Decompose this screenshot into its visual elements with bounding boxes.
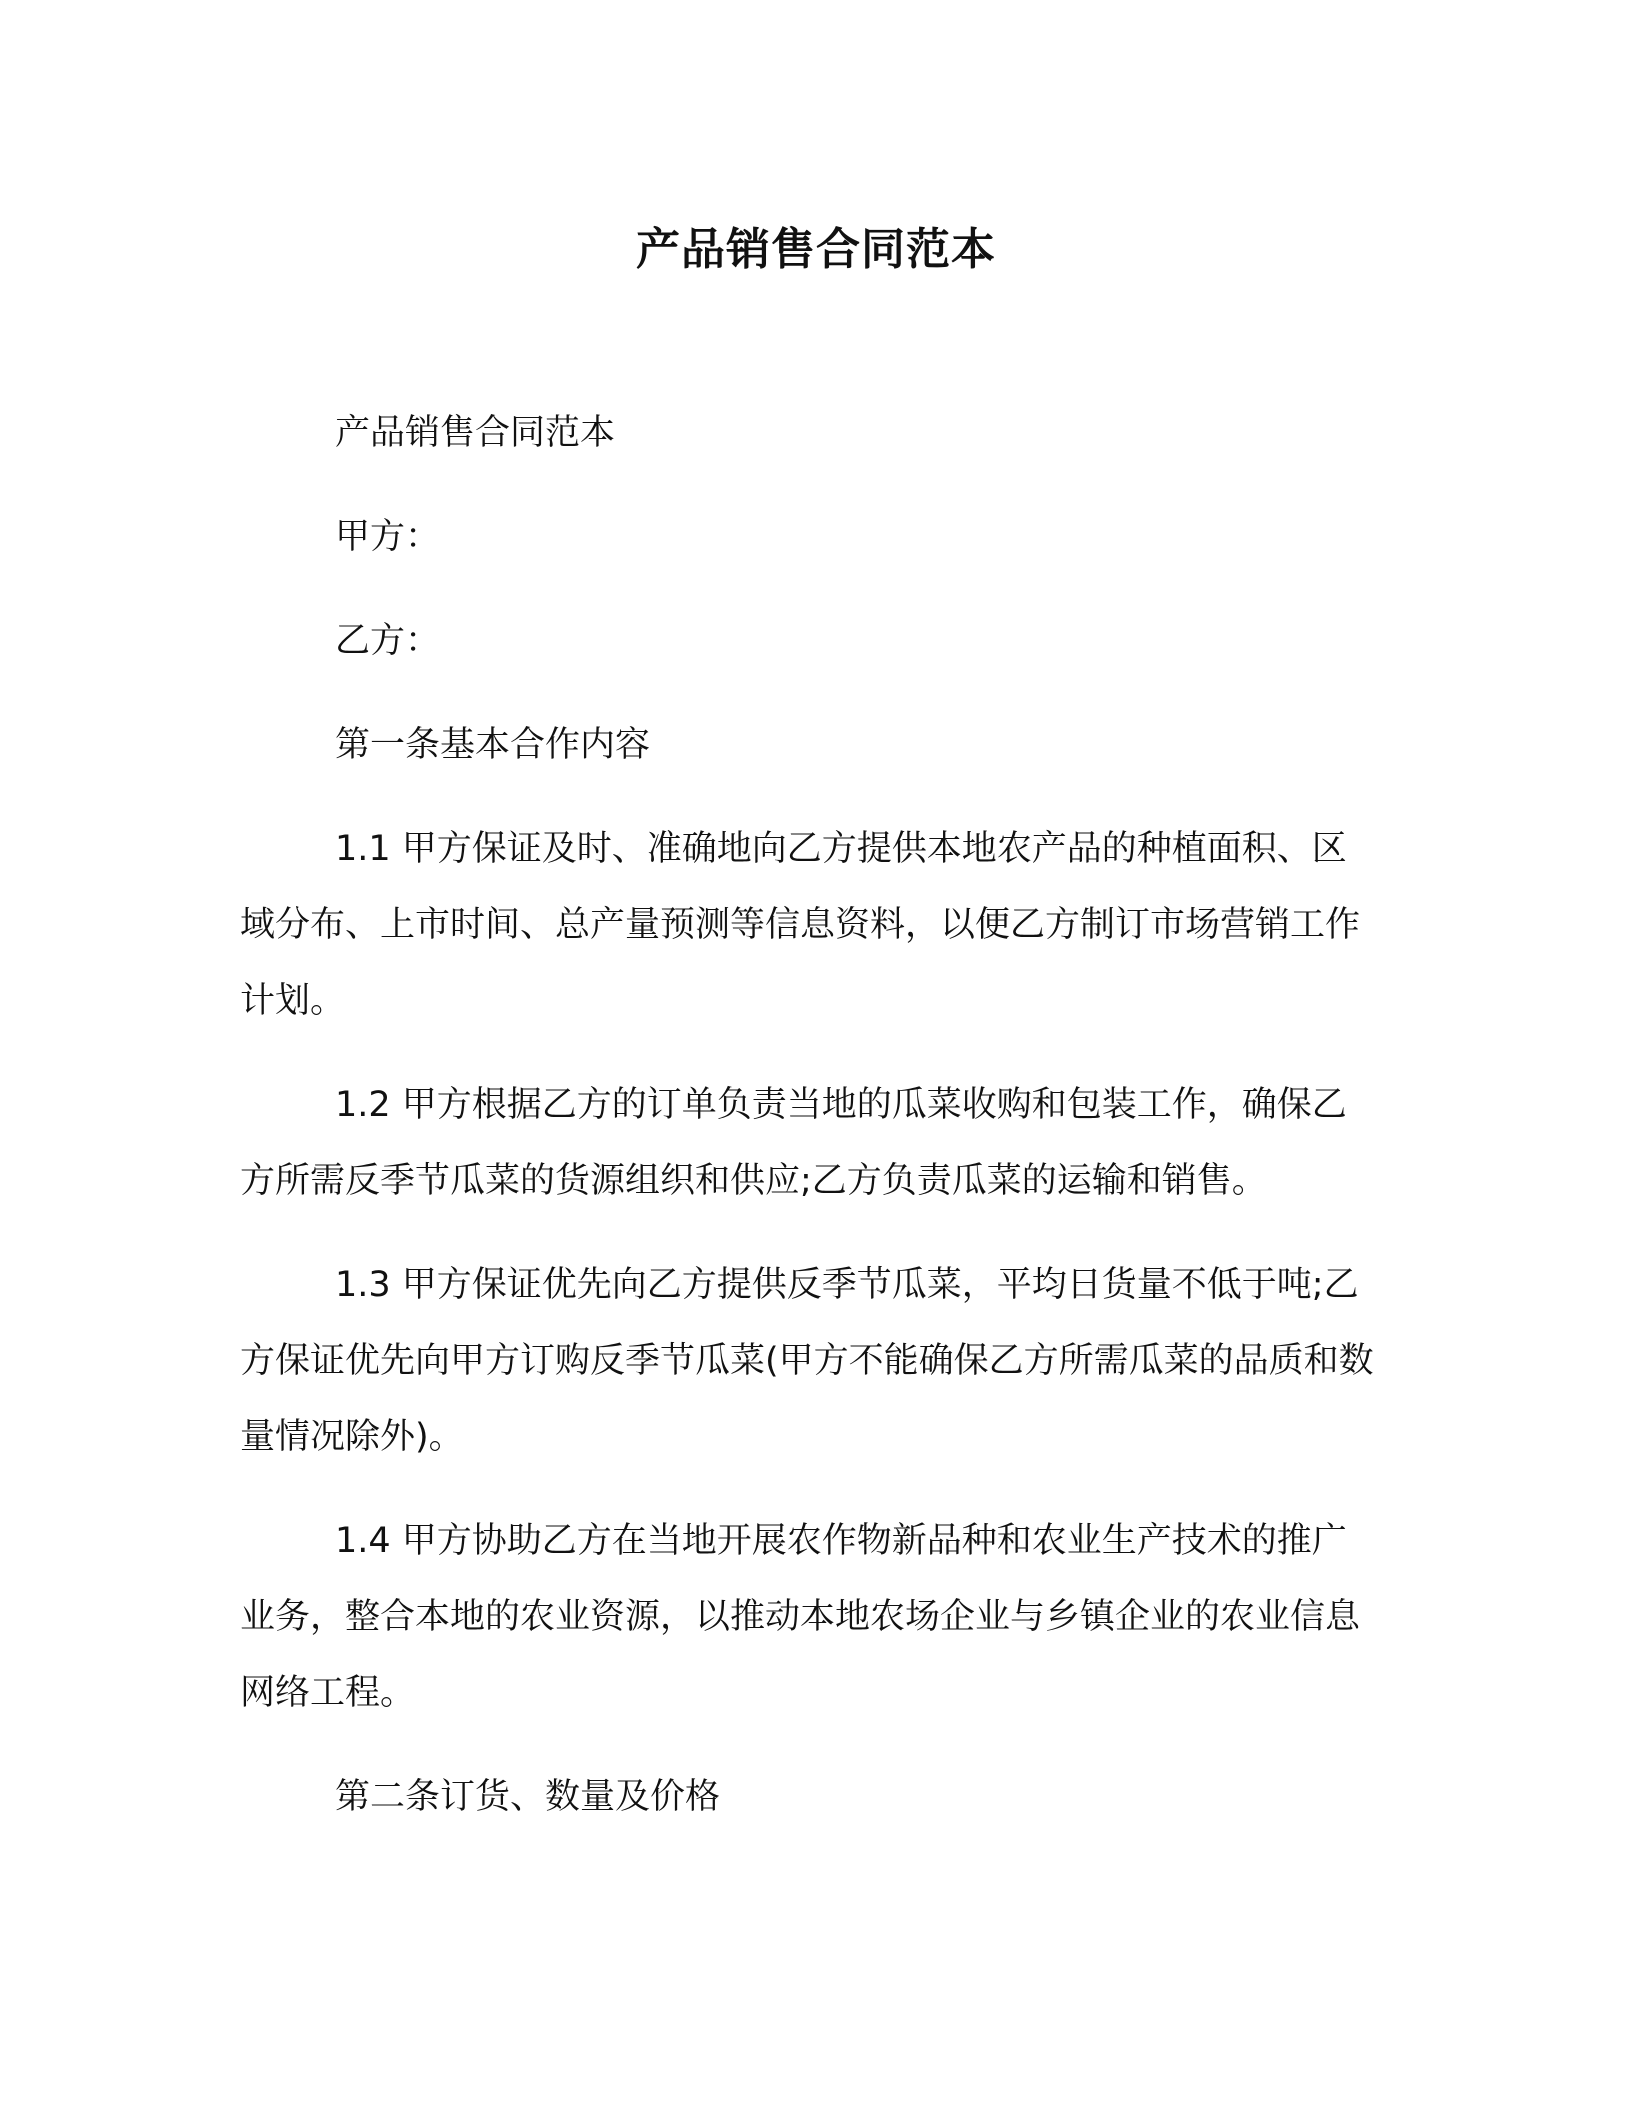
- clause-1-4: 1.4 甲方协助乙方在当地开展农作物新品种和农业生产技术的推广业务，整合本地的农业资源，以推动本地农场企业与乡镇企业的农业信息网络工程。: [240, 1521, 1361, 1713]
- article-2-heading: 第二条订货、数量及价格: [335, 1777, 721, 1817]
- clause-1-2: 1.2 甲方根据乙方的订单负责当地的瓜菜收购和包装工作，确保乙方所需反季节瓜菜的货源组织和供应;乙方负责瓜菜的运输和销售。: [240, 1085, 1347, 1201]
- party-a-line: 甲方：: [335, 517, 441, 557]
- party-b-line: 乙方：: [335, 621, 441, 661]
- article-1-heading: 第一条基本合作内容: [335, 725, 651, 765]
- clause-1-3: 1.3 甲方保证优先向乙方提供反季节瓜菜，平均日货量不低于吨;乙方保证优先向甲方订购反季节瓜菜(甲方不能确保乙方所需瓜菜的品质和数量情况除外)。: [240, 1265, 1374, 1457]
- document-title: 产品销售合同范本: [636, 224, 996, 275]
- clause-1-1: 1.1 甲方保证及时、准确地向乙方提供本地农产品的种植面积、区域分布、上市时间、总产量预测等信息资料，以便乙方制订市场营销工作计划。: [240, 829, 1361, 1021]
- paragraph-heading: 产品销售合同范本: [335, 413, 616, 453]
- document-body: [240, 395, 1380, 1863]
